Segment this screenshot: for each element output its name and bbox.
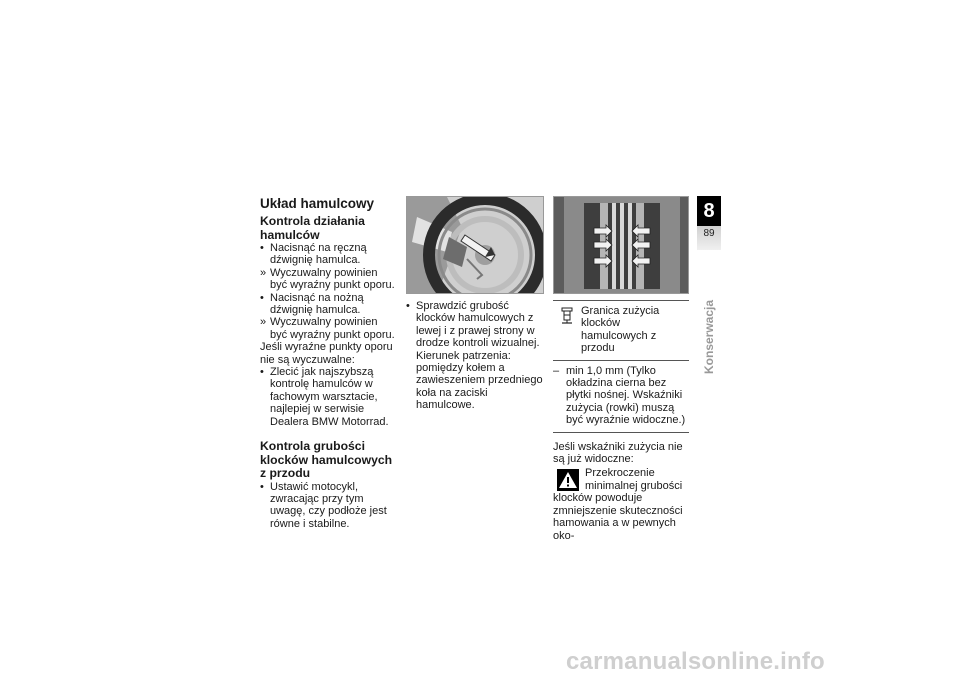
column-left: [260, 196, 396, 530]
list-item-text: Nacisnąć na ręczną dźwignię hamulca.: [270, 242, 367, 267]
section-title: Układ hamulcowy: [260, 196, 375, 211]
list-item: [260, 267, 396, 292]
list-item: [260, 316, 396, 341]
spec-value-row: [553, 360, 689, 432]
list-item-text: Nacisnąć na nożną dźwignię hamulca.: [270, 291, 364, 317]
chapter-number: 8: [697, 196, 721, 226]
list-item-text: Sprawdzić grubość klocków hamulcowych z lewej i z prawej strony w drodze kontroli wizualnej. Kierunek patrzenia: pomiędzy kołem a zawieszeniem przedniego koła na zaciski hamulcowe.: [416, 300, 543, 412]
list-item: [260, 481, 396, 531]
list-item: [260, 366, 396, 428]
brake-pads-photo: [553, 196, 689, 294]
heading-line: Kontrola grubości: [260, 439, 365, 454]
specification-box: [553, 300, 689, 433]
list-item: [260, 292, 396, 317]
spec-label-row: [553, 301, 689, 360]
list-item: [260, 242, 396, 267]
chapter-tab: [697, 196, 721, 250]
heading-line: hamulców: [260, 227, 320, 242]
brake-caliper-illustration: [554, 197, 689, 294]
dash-marker: –: [553, 364, 560, 377]
warning-icon: [557, 469, 579, 491]
brake-pad-gauge-icon: [561, 307, 573, 325]
page-number: 89: [697, 226, 721, 250]
list-item-text: Wyczuwalny powinien być wyraźny punkt oporu.: [270, 266, 395, 292]
spec-text: min 1,0 mm (Tylko okładzina cierna bez płytki nośnej. Wskaźniki zużycia (rowki) muszą być wyraźnie widoczne.): [566, 364, 686, 427]
warning-note: [553, 467, 689, 541]
bullet-marker: •: [406, 300, 410, 312]
bullet-marker: •: [260, 242, 264, 254]
heading-line: Kontrola działania: [260, 214, 365, 228]
chapter-side-label: Konserwacja: [702, 299, 716, 374]
warning-text: Przekroczenie minimalnej grubości klocków powoduje zmniejszenie skuteczności hamowania a w pewnych oko-: [553, 467, 683, 542]
bullet-marker: •: [260, 366, 264, 379]
heading-brake-function: [260, 215, 396, 242]
list-item: [406, 300, 544, 412]
heading-line: klocków hamulcowych: [260, 452, 393, 467]
paragraph: Jeśli wyraźne punkty oporu nie są wyczuwalne:: [260, 341, 393, 366]
spec-label: Granica zużycia klocków hamulcowych z przodu: [581, 305, 660, 355]
front-wheel-photo: [406, 196, 544, 294]
watermark: carmanualsonline.info: [566, 648, 825, 675]
paragraph: Jeśli wskaźniki zużycia nie są już widoczne:: [553, 440, 683, 466]
list-item-text: Wyczuwalny powinien być wyraźny punkt oporu.: [270, 316, 395, 341]
heading-line: z przodu: [260, 466, 311, 481]
result-marker: »: [260, 266, 267, 279]
heading-brake-pads: [260, 440, 396, 481]
column-middle: [406, 196, 544, 412]
list-item-text: Ustawić motocykl, zwracając przy tym uwagę, czy podłoże jest równe i stabilne.: [270, 480, 387, 530]
spec-value: [553, 365, 689, 427]
list-item-text: Zlecić jak najszybszą kontrolę hamulców w fachowym warsztacie, najlepiej w serwisie Dealera BMW Motorrad.: [270, 366, 389, 428]
wheel-illustration: [407, 197, 544, 294]
bullet-marker: •: [260, 291, 264, 304]
result-marker: »: [260, 316, 267, 329]
bullet-marker: •: [260, 480, 264, 493]
column-right: [553, 196, 689, 542]
